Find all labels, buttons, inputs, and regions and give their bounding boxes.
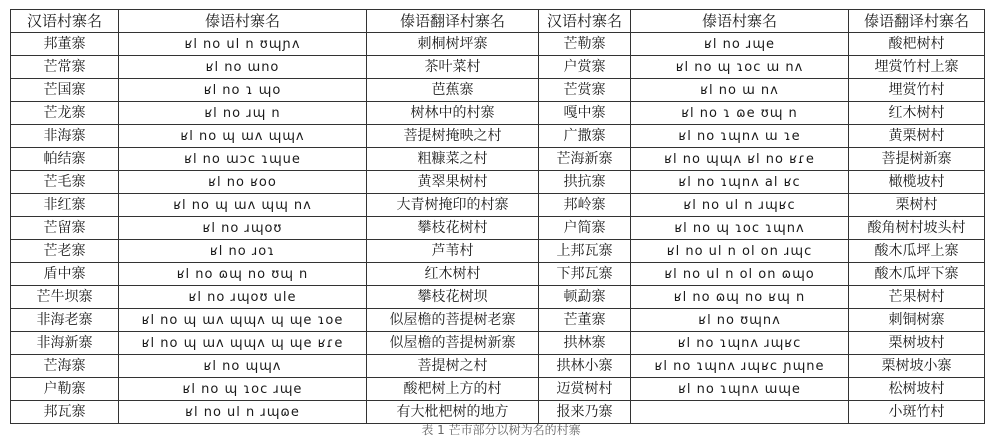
table-row xyxy=(11,56,985,79)
dai-name-cell-2: ʁl no ul n ɹɰʁc xyxy=(631,194,849,217)
han-name-cell-2: 下邦瓦寨 xyxy=(539,263,631,286)
dai-translation-cell: 酸杷树上方的村 xyxy=(367,378,539,401)
dai-name-cell-2: ʁl no ɹɰe xyxy=(631,33,849,56)
table-row xyxy=(11,378,985,401)
dai-translation-cell-2: 酸杷树村 xyxy=(849,33,985,56)
dai-name-cell-2: ʁl no ɰ ɿoc ɯ nʌ xyxy=(631,56,849,79)
table-body xyxy=(11,33,985,424)
dai-name-cell: ʁl no ɹɰoʊ xyxy=(119,217,367,240)
dai-name-cell: ʁl no ɯno xyxy=(119,56,367,79)
dai-translation-cell: 茶叶菜村 xyxy=(367,56,539,79)
table-row xyxy=(11,332,985,355)
dai-name-cell: ʁl no ɹoɿ xyxy=(119,240,367,263)
table-row xyxy=(11,355,985,378)
han-name-cell-2: 芒赏寨 xyxy=(539,79,631,102)
han-name-cell: 盾中寨 xyxy=(11,263,119,286)
dai-translation-cell: 似屋檐的菩提树老寨 xyxy=(367,309,539,332)
dai-translation-cell: 芭蕉寨 xyxy=(367,79,539,102)
dai-translation-cell: 芦苇村 xyxy=(367,240,539,263)
dai-name-cell: ʁl no ɹɰ n xyxy=(119,102,367,125)
dai-translation-cell: 大青树掩印的村寨 xyxy=(367,194,539,217)
dai-translation-cell-2: 埋赏竹村上寨 xyxy=(849,56,985,79)
dai-translation-cell-2: 栗树村 xyxy=(849,194,985,217)
dai-name-cell: ʁl no ul n ɹɰɷe xyxy=(119,401,367,424)
han-name-cell: 非海新寨 xyxy=(11,332,119,355)
dai-name-cell-2: ʁl no ɿɰnʌ ɯ ɿe xyxy=(631,125,849,148)
dai-translation-cell: 黄翠果树村 xyxy=(367,171,539,194)
han-name-cell: 邦瓦寨 xyxy=(11,401,119,424)
dai-name-cell: ʁl no ɰ ɯʌ ɰɰʌ ɰ ɰe ʁɾe xyxy=(119,332,367,355)
table-row xyxy=(11,263,985,286)
dai-name-cell-2: ʁl no ɰ ɿoc ɿɰnʌ xyxy=(631,217,849,240)
table-row xyxy=(11,217,985,240)
dai-translation-cell: 红木树村 xyxy=(367,263,539,286)
dai-translation-cell: 粗糠菜之村 xyxy=(367,148,539,171)
header-dai-name-2: 傣语村寨名 xyxy=(631,10,849,33)
header-row xyxy=(11,10,985,33)
table-row xyxy=(11,33,985,56)
dai-translation-cell-2: 菩提树新寨 xyxy=(849,148,985,171)
han-name-cell-2: 拱林寨 xyxy=(539,332,631,355)
header-dai-translation-2: 傣语翻译村寨名 xyxy=(849,10,985,33)
dai-name-cell-2: ʁl no ul n ol on ɷɰo xyxy=(631,263,849,286)
table-row xyxy=(11,286,985,309)
han-name-cell: 芒毛寨 xyxy=(11,171,119,194)
village-names-table xyxy=(10,9,985,424)
han-name-cell: 邦董寨 xyxy=(11,33,119,56)
dai-translation-cell-2: 刺铜树寨 xyxy=(849,309,985,332)
table-row xyxy=(11,148,985,171)
dai-translation-cell-2: 小斑竹村 xyxy=(849,401,985,424)
dai-translation-cell-2: 松树坡村 xyxy=(849,378,985,401)
han-name-cell-2: 拱林小寨 xyxy=(539,355,631,378)
han-name-cell: 芒牛坝寨 xyxy=(11,286,119,309)
header-han-name: 汉语村寨名 xyxy=(11,10,119,33)
dai-translation-cell-2: 埋赏竹村 xyxy=(849,79,985,102)
han-name-cell-2: 芒勒寨 xyxy=(539,33,631,56)
han-name-cell: 芒留寨 xyxy=(11,217,119,240)
header-dai-translation: 傣语翻译村寨名 xyxy=(367,10,539,33)
han-name-cell: 非红寨 xyxy=(11,194,119,217)
dai-name-cell-2: ʁl no ɿɰnʌ ɹɰʁc ɲɰne xyxy=(631,355,849,378)
han-name-cell-2: 户赏寨 xyxy=(539,56,631,79)
dai-translation-cell-2: 红木树村 xyxy=(849,102,985,125)
dai-name-cell-2: ʁl no ɰɰʌ ʁl no ʁɾe xyxy=(631,148,849,171)
dai-name-cell-2: ʁl no ɿɰnʌ ɹɰʁc xyxy=(631,332,849,355)
han-name-cell-2: 迈赏树村 xyxy=(539,378,631,401)
dai-translation-cell: 刺桐树坪寨 xyxy=(367,33,539,56)
han-name-cell: 芒海寨 xyxy=(11,355,119,378)
han-name-cell-2: 上邦瓦寨 xyxy=(539,240,631,263)
dai-translation-cell-2: 栗树坡小寨 xyxy=(849,355,985,378)
dai-name-cell: ʁl no ɰ ɯʌ ɰɰʌ xyxy=(119,125,367,148)
dai-name-cell: ʁl no ul n ʊɰɲʌ xyxy=(119,33,367,56)
han-name-cell: 非海寨 xyxy=(11,125,119,148)
dai-translation-cell: 树林中的村寨 xyxy=(367,102,539,125)
table-row xyxy=(11,240,985,263)
han-name-cell-2: 芒海新寨 xyxy=(539,148,631,171)
table-row xyxy=(11,309,985,332)
table-row xyxy=(11,79,985,102)
dai-translation-cell-2: 酸木瓜坪下寨 xyxy=(849,263,985,286)
han-name-cell: 芒龙寨 xyxy=(11,102,119,125)
dai-name-cell: ʁl no ɹɰoʊ ule xyxy=(119,286,367,309)
dai-name-cell: ʁl no ɯɔc ɿɰue xyxy=(119,148,367,171)
han-name-cell: 芒常寨 xyxy=(11,56,119,79)
table-caption: 表 1 芒市部分以树为名的村寨 xyxy=(421,423,581,437)
header-han-name-2: 汉语村寨名 xyxy=(539,10,631,33)
dai-name-cell-2: ʁl no ɿɰnʌ al ʁc xyxy=(631,171,849,194)
han-name-cell: 帕结寨 xyxy=(11,148,119,171)
dai-name-cell: ʁl no ɷɰ no ʊɰ n xyxy=(119,263,367,286)
han-name-cell-2: 顿勐寨 xyxy=(539,286,631,309)
dai-translation-cell: 菩提树掩映之村 xyxy=(367,125,539,148)
dai-name-cell-2: ʁl no ɷɰ no ʁɰ n xyxy=(631,286,849,309)
header-dai-name: 傣语村寨名 xyxy=(119,10,367,33)
han-name-cell: 芒国寨 xyxy=(11,79,119,102)
dai-translation-cell-2: 栗树坡村 xyxy=(849,332,985,355)
dai-translation-cell: 攀枝花树村 xyxy=(367,217,539,240)
dai-translation-cell-2: 橄榄坡村 xyxy=(849,171,985,194)
dai-name-cell-2: ʁl no ɿ ɷe ʊɰ n xyxy=(631,102,849,125)
dai-name-cell: ʁl no ɿ ɰo xyxy=(119,79,367,102)
dai-name-cell: ʁl no ʁoo xyxy=(119,171,367,194)
han-name-cell-2: 报来乃寨 xyxy=(539,401,631,424)
dai-translation-cell: 攀枝花树坝 xyxy=(367,286,539,309)
han-name-cell-2: 芒董寨 xyxy=(539,309,631,332)
dai-translation-cell: 有大枇杷树的地方 xyxy=(367,401,539,424)
dai-name-cell-2: ʁl no ʊɰnʌ xyxy=(631,309,849,332)
dai-translation-cell-2: 酸角树村坡头村 xyxy=(849,217,985,240)
han-name-cell-2: 拱抗寨 xyxy=(539,171,631,194)
dai-translation-cell-2: 酸木瓜坪上寨 xyxy=(849,240,985,263)
dai-name-cell: ʁl no ɰ ɯʌ ɰɰ nʌ xyxy=(119,194,367,217)
han-name-cell: 非海老寨 xyxy=(11,309,119,332)
dai-name-cell-2: ʁl no ul n ol on ɹɰc xyxy=(631,240,849,263)
han-name-cell-2: 户简寨 xyxy=(539,217,631,240)
dai-translation-cell-2: 芒果树村 xyxy=(849,286,985,309)
han-name-cell: 芒老寨 xyxy=(11,240,119,263)
table-row xyxy=(11,125,985,148)
dai-translation-cell: 菩提树之村 xyxy=(367,355,539,378)
han-name-cell-2: 嘎中寨 xyxy=(539,102,631,125)
han-name-cell: 户勒寨 xyxy=(11,378,119,401)
dai-translation-cell: 似屋檐的菩提树新寨 xyxy=(367,332,539,355)
dai-name-cell: ʁl no ɰɰʌ xyxy=(119,355,367,378)
dai-name-cell: ʁl no ɰ ɿoc ɹɰe xyxy=(119,378,367,401)
han-name-cell-2: 广撒寨 xyxy=(539,125,631,148)
table-row xyxy=(11,194,985,217)
table-row xyxy=(11,102,985,125)
han-name-cell-2: 邦岭寨 xyxy=(539,194,631,217)
table-row xyxy=(11,171,985,194)
dai-name-cell-2: ʁl no ɯ nʌ xyxy=(631,79,849,102)
dai-translation-cell-2: 黄栗树村 xyxy=(849,125,985,148)
dai-name-cell-2: ʁl no ɿɰnʌ ɯɰe xyxy=(631,378,849,401)
dai-name-cell: ʁl no ɰ ɯʌ ɰɰʌ ɰ ɰe ɿoe xyxy=(119,309,367,332)
